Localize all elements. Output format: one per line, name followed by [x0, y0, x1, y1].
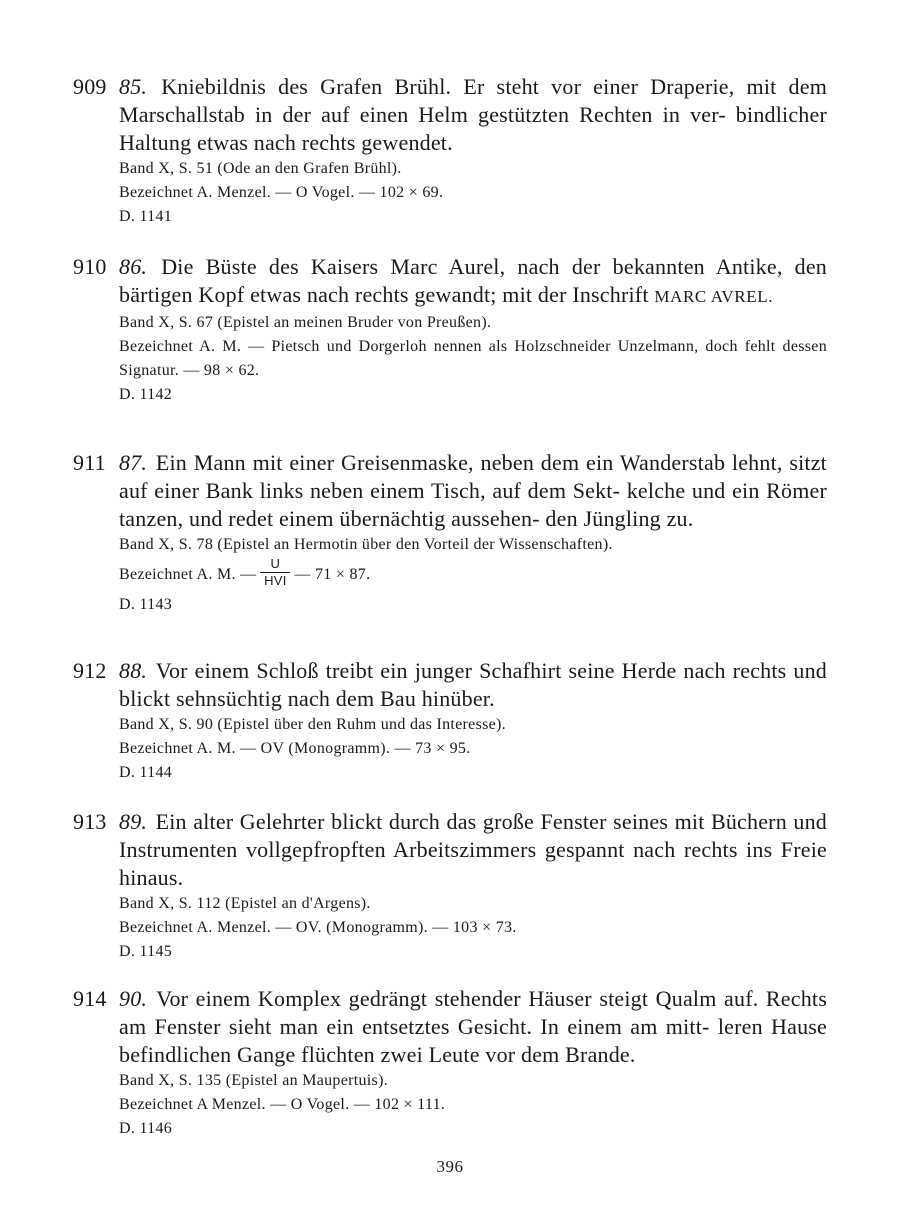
description-text: Vor einem Schloß treibt ein junger Schafhirt seine Herde nach rechts und blickt sehnsüchtig nach dem Bau hinüber.: [119, 658, 827, 711]
d-reference: D. 1143: [119, 596, 173, 613]
signature-prefix: Bezeichnet A. M. —: [119, 566, 257, 583]
signature-note: Bezeichnet A. Menzel. — O Vogel. — 102 × 69.: [119, 184, 444, 201]
band-reference: Band X, S. 90 (Epistel über den Ruhm und das Interesse).: [119, 716, 506, 733]
entry-number: 911: [73, 450, 106, 475]
description-text: Die Büste des Kaisers Marc Aurel, nach der bekannten Antike, den bärtigen Kopf etwas nach rechts gewandt; mit der Inschrift: [119, 254, 827, 307]
description-text: Ein alter Gelehrter blickt durch das große Fenster seines mit Büchern und Instrumenten vollgepfropften Arbeitszimmers gespannt nach rechts ins Freie hinaus.: [119, 809, 827, 890]
page-number: 396: [436, 1157, 464, 1176]
entry-description: [119, 808, 827, 892]
entry-description: [119, 449, 827, 533]
sub-number: 88.: [119, 658, 148, 683]
d-reference: D. 1146: [119, 1120, 173, 1137]
inscription-text: MARC AVREL.: [654, 287, 774, 306]
entry-number: 910: [73, 254, 107, 279]
entry-description: [119, 657, 827, 713]
entry-number: 912: [73, 658, 107, 683]
band-reference: Band X, S. 135 (Epistel an Maupertuis).: [119, 1072, 388, 1089]
sub-number: 90.: [119, 986, 148, 1011]
entry-number: 913: [73, 809, 107, 834]
entry-number: 914: [73, 986, 107, 1011]
sub-number: 86.: [119, 254, 148, 279]
signature-suffix: — 71 × 87.: [294, 566, 371, 583]
signature-note: Bezeichnet A. M. — OV (Monogramm). — 73 × 95.: [119, 740, 471, 757]
d-reference: D. 1142: [119, 386, 173, 403]
d-reference: D. 1141: [119, 208, 173, 225]
description-text: Kniebildnis des Grafen Brühl. Er steht vor einer Draperie, mit dem Marschallstab in der auf einen Helm gestützten Rechten in ver- bindlicher Haltung etwas nach rechts gewendet.: [119, 74, 828, 155]
entry-description: [119, 985, 827, 1069]
monogram: [260, 557, 290, 588]
description-text: Ein Mann mit einer Greisenmaske, neben dem ein Wanderstab lehnt, sitzt auf einer Bank links neben einem Tisch, auf dem Sekt- kelche und ein Römer tanzen, und redet einem übernächtig aussehen- den Jüngling zu.: [119, 450, 827, 531]
entry-description: [119, 73, 827, 157]
band-reference: Band X, S. 78 (Epistel an Hermotin über den Vorteil der Wissenschaften).: [119, 536, 613, 553]
description-text: Vor einem Komplex gedrängt stehender Häuser steigt Qualm auf. Rechts am Fenster sieht man ein entsetztes Gesicht. In einem am mitt- leren Hause befindlichen Gange flüchten zwei Leute vor dem Brande.: [119, 986, 827, 1067]
entry-number: 909: [73, 74, 107, 99]
band-reference: Band X, S. 112 (Epistel an d'Argens).: [119, 895, 371, 912]
signature-note: Bezeichnet A. Menzel. — OV. (Monogramm). — 103 × 73.: [119, 919, 517, 936]
monogram-bottom: HVI: [264, 572, 287, 588]
d-reference: D. 1145: [119, 943, 173, 960]
sub-number: 85.: [119, 74, 148, 99]
entry-description: [119, 253, 827, 311]
band-reference: Band X, S. 67 (Epistel an meinen Bruder von Preußen).: [119, 314, 492, 331]
sub-number: 89.: [119, 809, 148, 834]
signature-note: Bezeichnet A. M. — Pietsch und Dorgerloh nennen als Holzschneider Unzelmann, doch fehlt dessen Signatur. — 98 × 62.: [119, 338, 827, 379]
d-reference: D. 1144: [119, 764, 173, 781]
sub-number: 87.: [119, 450, 148, 475]
signature-note: Bezeichnet A Menzel. — O Vogel. — 102 × 111.: [119, 1096, 446, 1113]
signature-note: [119, 557, 827, 593]
band-reference: Band X, S. 51 (Ode an den Grafen Brühl).: [119, 160, 402, 177]
monogram-top: U: [270, 555, 281, 571]
